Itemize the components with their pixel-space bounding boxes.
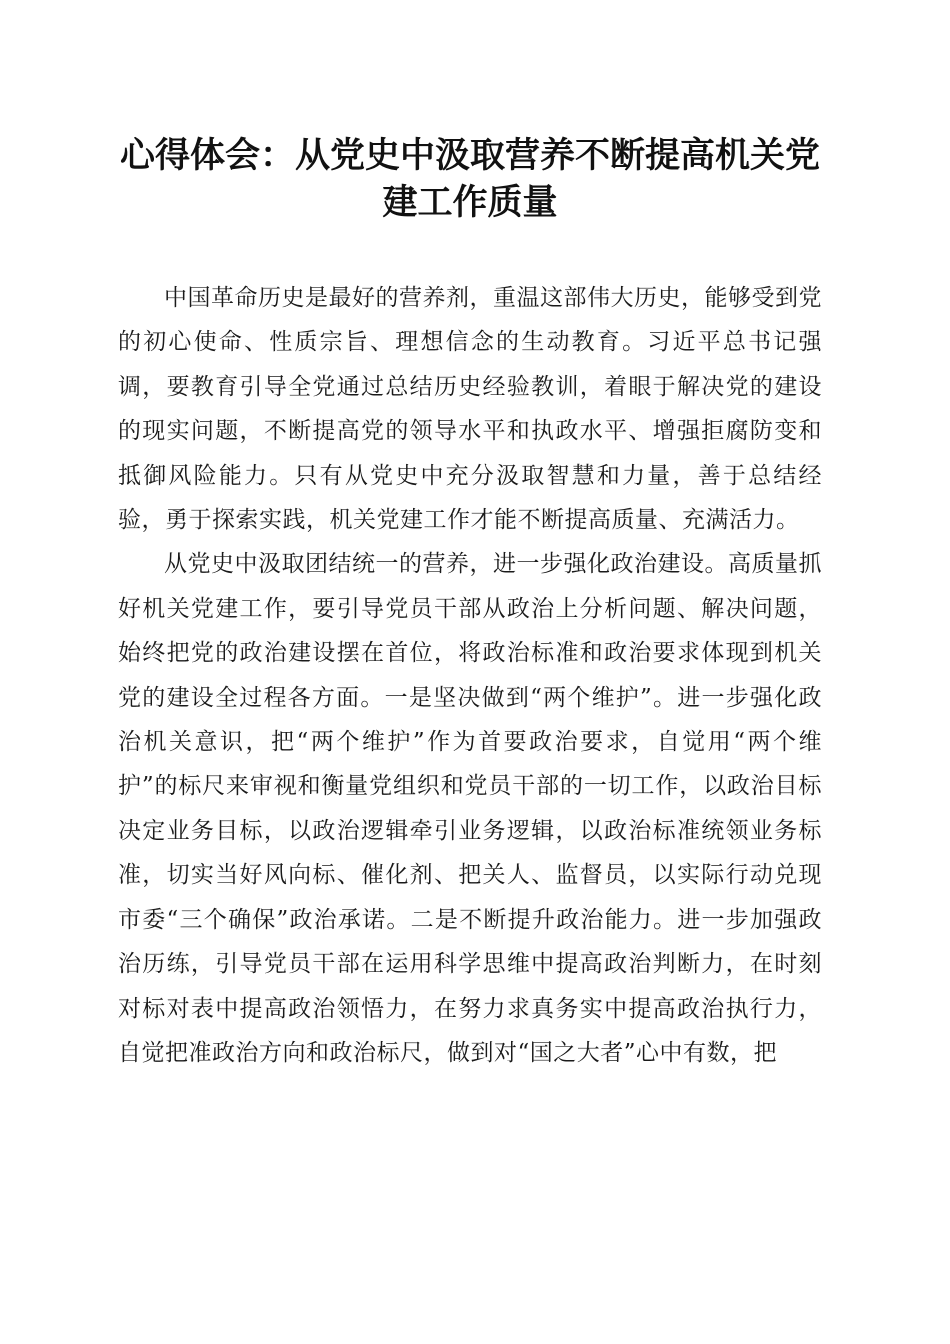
paragraph-1: 中国革命历史是最好的营养剂，重温这部伟大历史，能够受到党的初心使命、性质宗旨、理想信念的生动教育。习近平总书记强调，要教育引导全党通过总结历史经验教训，着眼于解决党的建设的现实问题，不断提高党的领导水平和执政水平、增强拒腐防变和抵御风险能力。只有从党史中充分汲取智慧和力量，善于总结经验，勇于探索实践，机关党建工作才能不断提高质量、充满活力。 bbox=[118, 285, 822, 534]
title-line-1: 心得体会：从党史中汲取营养不断提高机关党 bbox=[119, 135, 820, 176]
title-line-2: 建工作质量 bbox=[382, 182, 558, 223]
paragraph-2: 从党史中汲取团结统一的营养，进一步强化政治建设。高质量抓好机关党建工作，要引导党员干部从政治上分析问题、解决问题，始终把党的政治建设摆在首位，将政治标准和政治要求体现到机关党的建设全过程各方面。一是坚决做到“两个维护”。进一步强化政治机关意识，把“两个维护”作为首要政治要求，自觉用“两个维护”的标尺来审视和衡量党组织和党员干部的一切工作，以政治目标决定业务目标，以政治逻辑牵引业务逻辑，以政治标准统领业务标准，切实当好风向标、催化剂、把关人、监督员，以实际行动兑现市委“三个确保”政治承诺。二是不断提升政治能力。进一步加强政治历练，引导党员干部在运用科学思维中提高政治判断力，在时刻对标对表中提高政治领悟力，在努力求真务实中提高政治执行力，自觉把准政治方向和政治标尺，做到对“国之大者”心中有数，把 bbox=[118, 551, 822, 1066]
document-title bbox=[100, 132, 840, 226]
document-body bbox=[118, 276, 822, 1075]
